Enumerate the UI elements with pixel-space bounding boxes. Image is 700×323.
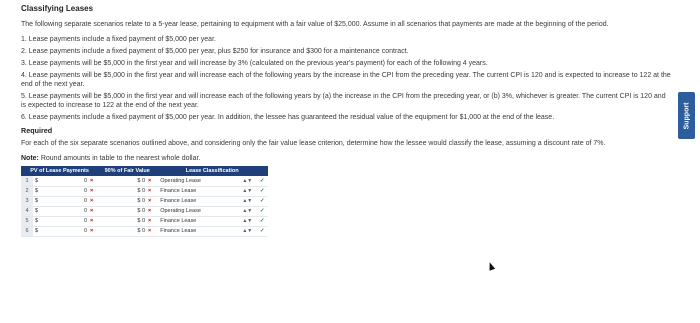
- required-text: For each of the six separate scenarios outlined above, and considering only the fair value lease criterion, determine how the lessee would classify the lease, assuming a discount rate of 7%.: [21, 140, 606, 147]
- classification-select[interactable]: [158, 198, 254, 204]
- dollar-sign: $: [137, 208, 141, 214]
- scenario-3: 3. Lease payments will be $5,000 in the first year and will increase by 3% (calculated on the previous year's payment) for each of the following 4 years.: [21, 60, 488, 67]
- row-number: 3: [21, 196, 33, 206]
- row-number: 4: [21, 206, 33, 216]
- correct-icon: ✓: [256, 176, 268, 186]
- fair-value-cell: [98, 196, 156, 206]
- pv-cell: [33, 206, 98, 216]
- intro-text: The following separate scenarios relate to a 5-year lease, pertaining to equipment with a fair value of $25,000. Assume in all scenarios that payments are made at the beginning of the period.: [21, 21, 609, 28]
- selected-value: Finance Lease: [160, 188, 197, 194]
- pv-input[interactable]: 0: [83, 198, 87, 204]
- incorrect-icon: ×: [90, 228, 94, 234]
- pv-cell: [33, 176, 98, 186]
- lease-table: [21, 166, 268, 237]
- incorrect-icon: ×: [148, 228, 152, 234]
- incorrect-icon: ×: [90, 198, 94, 204]
- pv-cell: [33, 226, 98, 236]
- select-arrows-icon: ▲▼: [242, 208, 253, 214]
- incorrect-icon: ×: [90, 208, 94, 214]
- pv-input[interactable]: 0: [83, 208, 87, 214]
- incorrect-icon: ×: [148, 198, 152, 204]
- note-text: Round amounts in table to the nearest whole dollar.: [40, 155, 201, 162]
- dollar-sign: $: [35, 218, 39, 224]
- note: [21, 154, 671, 163]
- dollar-sign: $: [137, 188, 141, 194]
- select-arrows-icon: ▲▼: [242, 198, 253, 204]
- fair-value-cell: [98, 216, 156, 226]
- fair-value-cell: [98, 176, 156, 186]
- header-90-fair-value: 90% of Fair Value: [98, 166, 156, 176]
- correct-icon: ✓: [256, 206, 268, 216]
- table-row: [21, 226, 268, 236]
- fair-value-input[interactable]: 0: [141, 198, 145, 204]
- problem-title: Classifying Leases: [21, 4, 94, 13]
- incorrect-icon: ×: [90, 218, 94, 224]
- incorrect-icon: ×: [90, 188, 94, 194]
- dollar-sign: $: [35, 228, 39, 234]
- selected-value: Operating Lease: [160, 208, 201, 214]
- table-row: [21, 206, 268, 216]
- pv-cell: [33, 216, 98, 226]
- scenario-1: 1. Lease payments include a fixed payment of $5,000 per year.: [21, 36, 216, 43]
- select-arrows-icon: ▲▼: [242, 188, 253, 194]
- classification-select[interactable]: [158, 188, 254, 194]
- scenario-2: 2. Lease payments include a fixed payment of $5,000 per year, plus $250 for insurance and $300 for a maintenance contract.: [21, 48, 409, 55]
- table-row: [21, 186, 268, 196]
- fair-value-input[interactable]: 0: [141, 177, 145, 184]
- selected-value: Operating Lease: [160, 177, 201, 184]
- row-number: 1: [21, 176, 33, 186]
- fair-value-input[interactable]: 0: [141, 228, 145, 234]
- pv-cell: [33, 186, 98, 196]
- pv-input[interactable]: 0: [83, 177, 87, 184]
- pv-input[interactable]: 0: [83, 188, 87, 194]
- dollar-sign: $: [35, 188, 39, 194]
- support-tab[interactable]: [678, 92, 695, 139]
- pv-input[interactable]: 0: [83, 218, 87, 224]
- support-label: Support: [683, 102, 690, 129]
- select-arrows-icon: ▲▼: [242, 218, 253, 224]
- problem-content: [21, 3, 671, 237]
- classification-cell: [156, 176, 256, 186]
- fair-value-input[interactable]: 0: [141, 208, 145, 214]
- correct-icon: ✓: [256, 196, 268, 206]
- selected-value: Finance Lease: [160, 218, 197, 224]
- correct-icon: ✓: [256, 226, 268, 236]
- row-number: 6: [21, 226, 33, 236]
- fair-value-input[interactable]: 0: [141, 218, 145, 224]
- mouse-cursor-icon: [487, 261, 495, 271]
- incorrect-icon: ×: [148, 188, 152, 194]
- incorrect-icon: ×: [148, 208, 152, 214]
- dollar-sign: $: [137, 228, 141, 234]
- correct-icon: ✓: [256, 216, 268, 226]
- classification-select[interactable]: [158, 218, 254, 224]
- table-row: [21, 216, 268, 226]
- incorrect-icon: ×: [90, 177, 94, 184]
- fair-value-cell: [98, 206, 156, 216]
- header-pv-lease-payments: PV of Lease Payments: [21, 166, 98, 176]
- dollar-sign: $: [35, 177, 39, 184]
- table-row: [21, 196, 268, 206]
- select-arrows-icon: ▲▼: [242, 228, 253, 234]
- scenario-6: 6. Lease payments include a fixed payment of $5,000 per year. In addition, the lessee has guaranteed the residual value of the equipment for $1,000 at the end of the lease.: [21, 114, 555, 121]
- scenario-4: 4. Lease payments will be $5,000 in the first year and will increase each of the following years by the increase in the CPI from the preceding year. The current CPI is 120 and is expected to increase to 122 at the end of the next year.: [21, 72, 671, 88]
- fair-value-cell: [98, 226, 156, 236]
- table-header-row: [21, 166, 268, 176]
- correct-icon: ✓: [256, 186, 268, 196]
- pv-cell: [33, 196, 98, 206]
- pv-input[interactable]: 0: [83, 228, 87, 234]
- table-row: [21, 176, 268, 186]
- header-lease-classification: Lease Classification: [156, 166, 268, 176]
- fair-value-input[interactable]: 0: [141, 188, 145, 194]
- classification-cell: [156, 226, 256, 236]
- required-heading: Required: [21, 126, 53, 135]
- dollar-sign: $: [35, 198, 39, 204]
- dollar-sign: $: [137, 177, 141, 184]
- row-number: 2: [21, 186, 33, 196]
- scenario-5: 5. Lease payments will be $5,000 in the first year and will increase each of the following years by (a) the increase in the CPI from the preceding year, or (b) 3%, whichever is greater. The current CPI is 120 and is expected to increase to 122 at the end of the next year.: [21, 93, 666, 109]
- dollar-sign: $: [137, 218, 141, 224]
- fair-value-cell: [98, 186, 156, 196]
- classification-cell: [156, 186, 256, 196]
- scenario-list: [21, 35, 671, 122]
- classification-select[interactable]: [158, 208, 254, 214]
- classification-cell: [156, 206, 256, 216]
- note-label: Note:: [21, 155, 39, 162]
- selected-value: Finance Lease: [160, 228, 197, 234]
- incorrect-icon: ×: [148, 177, 152, 184]
- classification-cell: [156, 216, 256, 226]
- dollar-sign: $: [35, 208, 39, 214]
- dollar-sign: $: [137, 198, 141, 204]
- classification-select[interactable]: [158, 178, 254, 184]
- incorrect-icon: ×: [148, 218, 152, 224]
- select-arrows-icon: ▲▼: [242, 177, 253, 184]
- row-number: 5: [21, 216, 33, 226]
- selected-value: Finance Lease: [160, 198, 197, 204]
- classification-select[interactable]: [158, 228, 254, 234]
- classification-cell: [156, 196, 256, 206]
